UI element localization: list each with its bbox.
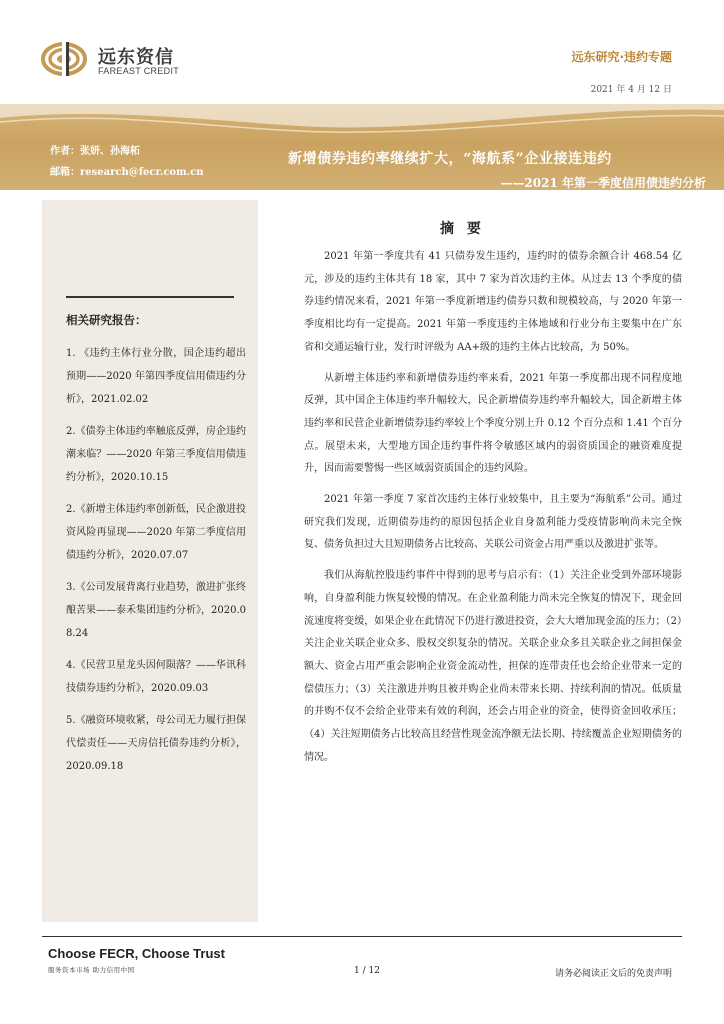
- report-title: 新增债券违约率继续扩大，“海航系”企业接连违约: [288, 151, 612, 167]
- report-date: 2021 年 4 月 12 日: [590, 85, 672, 95]
- band-wave-decoration: [0, 104, 724, 144]
- report-subtitle: ——2021 年第一季度信用债违约分析: [500, 176, 706, 190]
- related-report-item[interactable]: 5.《融资环境收紧，母公司无力履行担保代偿责任——天房信托债券违约分析》，2020.09.18: [66, 715, 246, 772]
- company-logo: [40, 40, 220, 80]
- footer-divider: [42, 936, 682, 937]
- page-number: 1 / 12: [354, 966, 380, 976]
- abstract-body: [304, 246, 682, 777]
- related-report-item[interactable]: 1. 《违约主体行业分散，国企违约超出预期——2020 年第四季度信用债违约分析》，2021.02.02: [66, 348, 246, 405]
- logo-name-cn: 远东资信: [98, 47, 174, 68]
- abstract-paragraph: 从新增主体违约率和新增债券违约率来看，2021 年第一季度都出现不同程度地反弹，其中国企主体违约率升幅较大，民企新增债券违约率升幅较大，国企新增主体违约率和民营企业新增债券违约率较上个季度分别上升 0.12 个百分点和 1.41 个百分点。展望未来，大型地方国企违约事件将令敏感区域内的弱资质国企的融资难度提升，因而需要警惕一些区域弱资质国企的违约风险。: [304, 372, 682, 475]
- sidebar-divider: [66, 296, 234, 298]
- abstract-paragraph: 我们从海航控股违约事件中得到的思考与启示有：（1）关注企业受到外部环境影响，自身盈利能力恢复较慢的情况。在企业盈利能力尚未完全恢复的情况下，现金回流速度将变缓，如果企业在此情况下仍进行激进投资，会大大增加现金流的压力；（2）关注企业关联企业众多、股权交织复杂的情况。关联企业众多且关联企业之间担保金额大、资金占用严重会影响企业资金流动性，担保的连带责任也会给企业带来一定的偿债压力；（3）关注激进并购且被并购企业尚未带来长期、持续利润的情况。低质量的并购不仅不会给企业带来有效的利润，还会占用企业的资金，使得资金回收承压；（4）关注短期债务占比较高且经营性现金流净额无法长期、持续覆盖企业短期债务的情况。: [304, 570, 682, 763]
- related-reports-heading: 相关研究报告：: [66, 313, 147, 327]
- footer-sub-slogan: 服务资本市场 助力信用中国: [48, 966, 135, 974]
- email-info[interactable]: 邮箱：research@fecr.com.cn: [50, 167, 204, 178]
- author-info: 作者：张妍、孙海柘: [50, 146, 140, 157]
- footer-slogan: Choose FECR, Choose Trust: [48, 946, 225, 961]
- abstract-heading: 摘 要: [440, 221, 485, 237]
- related-report-item[interactable]: 3.《公司发展背离行业趋势，激进扩张终酿苦果——泰禾集团违约分析》，2020.08.24: [66, 582, 246, 639]
- report-series: 远东研究·违约专题: [571, 50, 672, 64]
- abstract-paragraph: 2021 年第一季度 7 家首次违约主体行业较集中，且主要为“海航系”公司。通过研究我们发现，近期债券违约的原因包括企业自身盈利能力受疫情影响尚未完全恢复、债务负担过大且短期债务占比较高、关联公司资金占用严重以及激进扩张等。: [304, 494, 682, 551]
- related-reports-list: [66, 342, 246, 787]
- related-report-item[interactable]: 2.《新增主体违约率创新低，民企激进投资风险再显现——2020 年第二季度信用债违约分析》，2020.07.07: [66, 504, 246, 561]
- abstract-paragraph: 2021 年第一季度共有 41 只债券发生违约，违约时的债券余额合计 468.54 亿元，涉及的违约主体共有 18 家，其中 7 家为首次违约主体。从过去 13 个季度的债券违约情况来看，2021 年第一季度新增违约债券只数和规模较高，与 2020 年第一季度相比均有一定提高。2021 年第一季度违约主体地域和行业分布主要集中在广东省和交通运输行业，发行时评级为 AA+级的违约主体占比较高，为 50%。: [304, 251, 682, 353]
- related-report-item[interactable]: 2.《债券主体违约率触底反弹，房企违约潮来临？——2020 年第三季度信用债违约分析》，2020.10.15: [66, 426, 246, 483]
- fareast-logo-icon: [40, 40, 92, 78]
- sidebar: [42, 200, 258, 922]
- logo-name-en: FAREAST CREDIT: [98, 66, 180, 76]
- footer-disclaimer: 请务必阅读正文后的免责声明: [554, 969, 672, 979]
- related-report-item[interactable]: 4.《民营卫星龙头因何陨落？——华讯科技债券违约分析》，2020.09.03: [66, 660, 246, 694]
